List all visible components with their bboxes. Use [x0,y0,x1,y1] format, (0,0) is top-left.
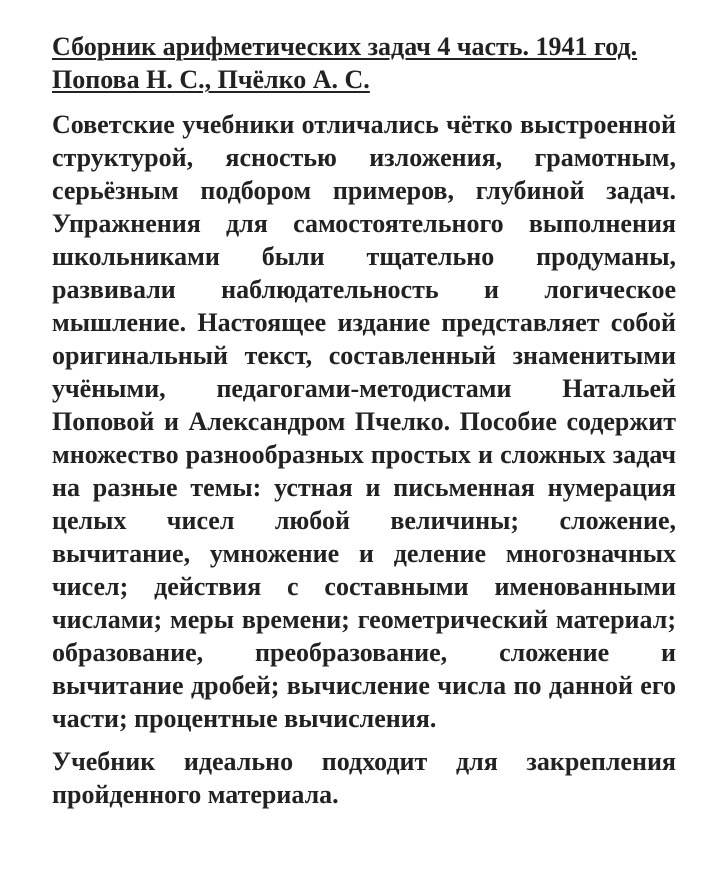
closing-paragraph: Учебник идеально подходит для закрепления пройденного материала. [52,747,676,809]
description-paragraph: Советские учебники отличались чётко выстроенной структурой, ясностью изложения, грамотным, серьёзным подбором примеров, глубиной задач. Упражнения для самостоятельного выполнения школьниками были тщательно продуманы, развивали наблюдательность и логическое мышление. Настоящее издание представляет собой оригинальный текст, составленный знаменитыми учёными, педагогами-методистами Натальей Поповой и Александром Пчелко. Пособие содержит множество разнообразных простых и сложных задач на разные темы: устная и письменная нумерация целых чисел любой величины; сложение, вычитание, умножение и деление многозначных чисел; действия с составными именованными числами; меры времени; геометрический материал; образование, преобразование, сложение и вычитание дробей; вычисление числа по данной его части; процентные вычисления. [52,110,676,733]
title-line-2: Попова Н. С., Пчёлко А. С. [52,65,370,94]
title-line-1: Сборник арифметических задач 4 часть. 1941 год. [52,32,638,61]
document-page [52,30,676,811]
document-title [52,30,676,96]
